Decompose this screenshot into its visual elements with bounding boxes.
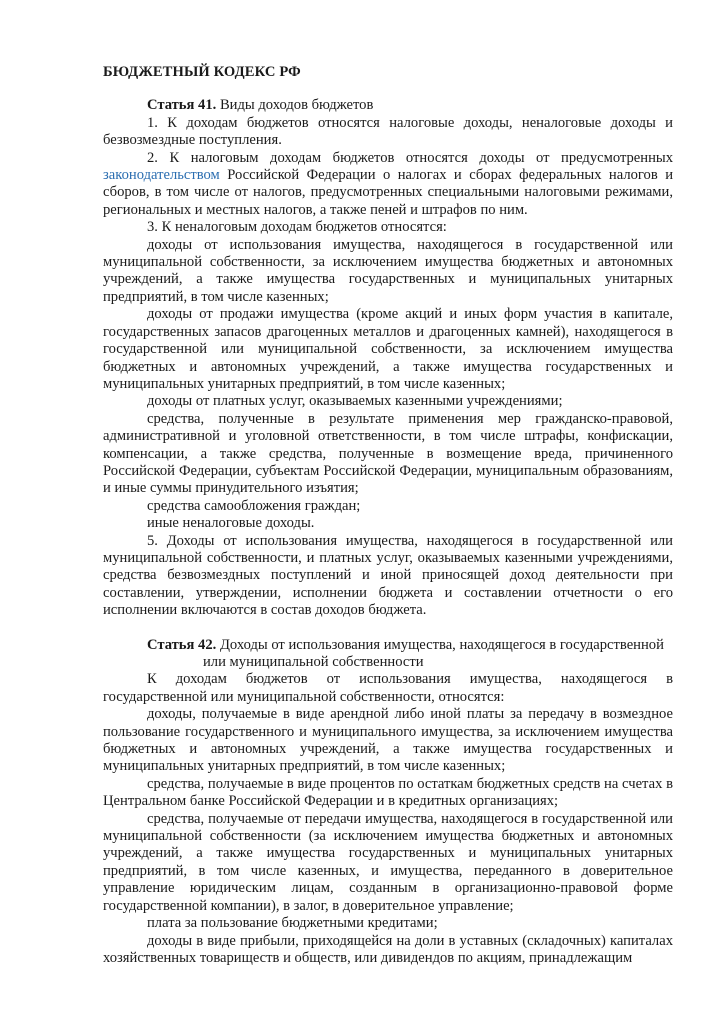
document-title: БЮДЖЕТНЫЙ КОДЕКС РФ <box>103 64 301 80</box>
article-41-paragraph-2-text-a: 2. К налоговым доходам бюджетов относятся доходы от предусмотренных <box>147 149 673 166</box>
article-42-paragraph-6: доходы в виде прибыли, приходящейся на доли в уставных (складочных) капиталах хозяйственных товариществ и обществ, или дивидендов по акциям, принадлежащим <box>103 932 673 966</box>
article-41-paragraph-9: иные неналоговые доходы. <box>147 515 315 532</box>
article-41-paragraph-1: 1. К доходам бюджетов относятся налоговые доходы, неналоговые доходы и безвозмездные поступления. <box>103 114 673 149</box>
article-42-paragraph-5: плата за пользование бюджетными кредитами; <box>147 915 438 932</box>
article-42-paragraph-4: средства, получаемые от передачи имущества, находящегося в государственной или муниципальной собственности (за исключением имущества бюджетных и автономных учреждений, а также имущества государственных и муниципальных унитарных предприятий, в том числе казенных, и имущества, переданного в доверительное управление юридическим лицам, созданным в организационно-правовой форме государственной компании), в залог, в доверительное управление; <box>103 810 673 914</box>
section-gap <box>103 620 673 637</box>
article-41-paragraph-3: 3. К неналоговым доходам бюджетов относятся: <box>147 219 447 236</box>
article-41-paragraph-4: доходы от использования имущества, находящегося в государственной или муниципальной собственности, за исключением имущества бюджетных и автономных учреждений, а также имущества государственных и муниципальных унитарных предприятий, в том числе казенных; <box>103 236 673 305</box>
article-41-paragraph-5: доходы от продажи имущества (кроме акций и иных форм участия в капитале, государственных запасов драгоценных металлов и драгоценных камней), находящегося в государственной или муниципальной собственности, за исключением имущества бюджетных и автономных учреждений, а также имущества государственных и муниципальных унитарных предприятий, в том числе казенных; <box>103 306 673 392</box>
article-42 <box>103 637 673 968</box>
article-41-paragraph-7: средства, полученные в результате применения мер гражданско-правовой, административной и уголовной ответственности, в том числе штрафы, конфискации, компенсации, а также средства, полученные в возмещение вреда, причиненного Российской Федерации, субъектам Российской Федерации, муниципальным образованиям, и иные суммы принудительного изъятия; <box>103 410 673 497</box>
article-41-number: Статья 41. <box>147 97 217 114</box>
article-42-number: Статья 42. <box>147 636 217 653</box>
article-41-title: Виды доходов бюджетов <box>216 97 374 114</box>
article-41-paragraph-8: средства самообложения граждан; <box>147 497 361 514</box>
article-41-paragraph-2 <box>103 150 673 220</box>
article-41-paragraph-6: доходы от платных услуг, оказываемых казенными учреждениями; <box>147 393 563 410</box>
article-41-heading <box>103 97 673 114</box>
article-41 <box>103 97 673 619</box>
article-42-title-line-2: или муниципальной собственности <box>203 654 424 670</box>
document-page <box>103 64 673 967</box>
article-42-paragraph-2: доходы, получаемые в виде арендной либо иной платы за передачу в возмездное пользование государственного и муниципального имущества, за исключением имущества бюджетных и автономных учреждений, а также имущества государственных и муниципальных унитарных предприятий, в том числе казенных; <box>103 706 673 775</box>
article-42-paragraph-1: К доходам бюджетов от использования имущества, находящегося в государственной или муниципальной собственности, относятся: <box>103 671 673 705</box>
article-42-title-line-1: Доходы от использования имущества, находящегося в государственной <box>216 636 664 653</box>
legislation-link[interactable]: законодательством <box>103 167 220 184</box>
article-42-paragraph-3: средства, получаемые в виде процентов по остаткам бюджетных средств на счетах в Центральном банке Российской Федерации и в кредитных организациях; <box>103 775 673 810</box>
article-42-heading <box>103 637 673 654</box>
article-41-paragraph-10: 5. Доходы от использования имущества, находящегося в государственной или муниципальной собственности, и платных услуг, оказываемых казенными учреждениями, средства безвозмездных поступлений и иной приносящей доход деятельности при составлении, утверждении, исполнении бюджета и составлении отчетности о его исполнении включаются в состав доходов бюджета. <box>103 532 673 619</box>
article-41-paragraph-2-text-b: Российской Федерации о налогах и сборах федеральных налогов и сборов, в том числе от налогов, предусмотренных специальными налоговыми режимами, региональных и местных налогов, а также пеней и штрафов по ним. <box>103 167 673 218</box>
